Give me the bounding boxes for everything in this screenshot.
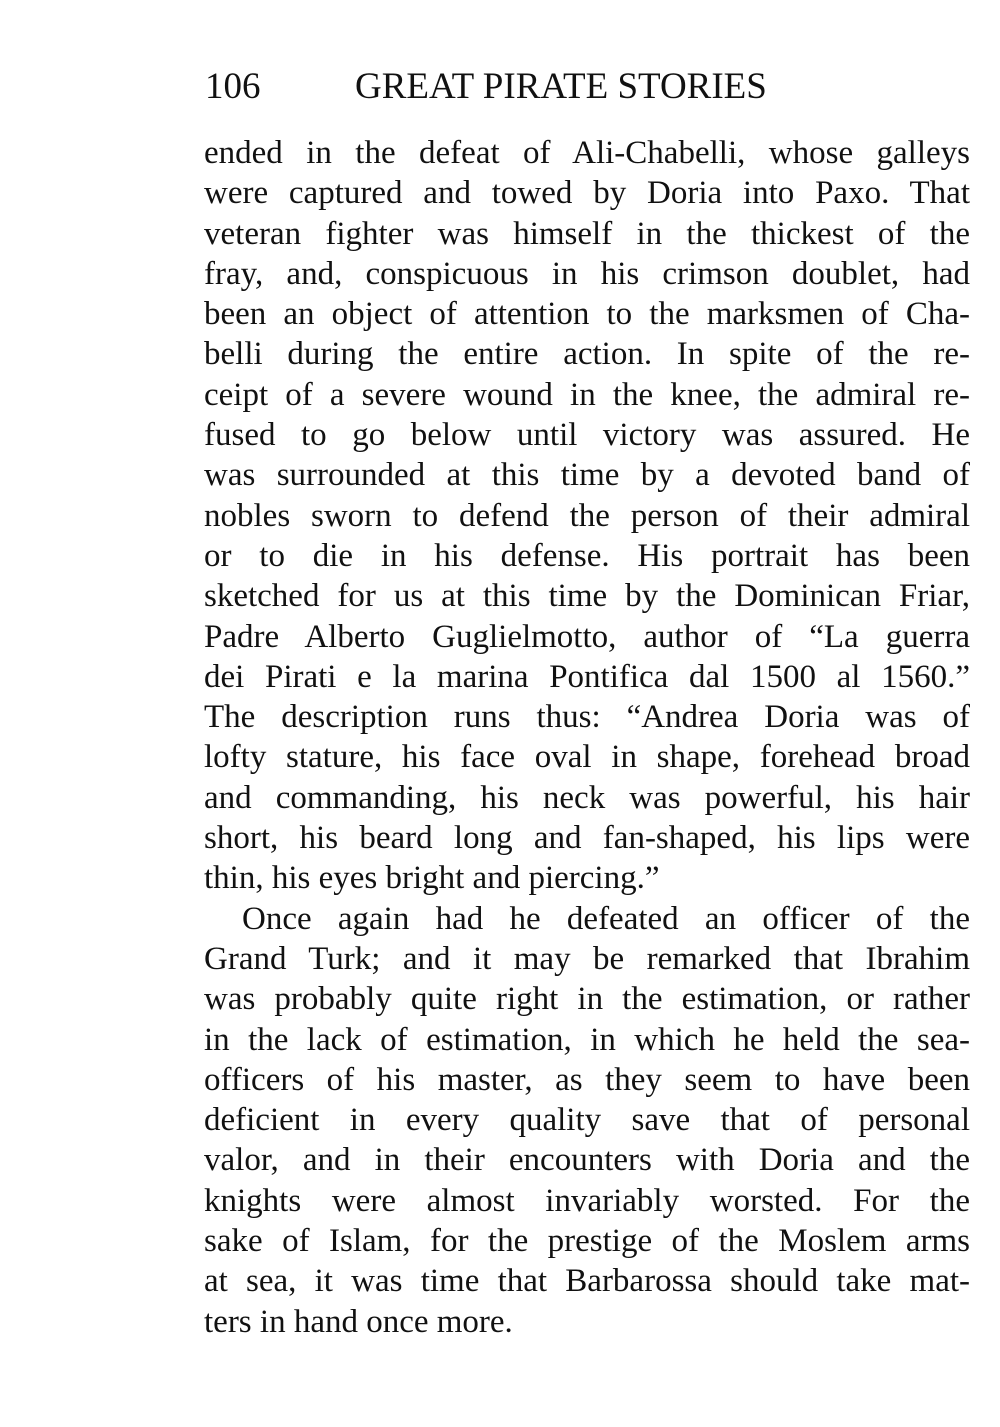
text-line: was probably quite right in the estimation, or rather bbox=[204, 981, 970, 1018]
paragraph-1 bbox=[204, 133, 970, 899]
paragraph-2 bbox=[204, 899, 970, 1342]
text-line: fray, and, conspicuous in his crimson doublet, had bbox=[204, 255, 970, 292]
text-line: ters in hand once more. bbox=[204, 1303, 513, 1340]
text-line: at sea, it was time that Barbarossa should take mat- bbox=[204, 1263, 970, 1300]
text-line: and commanding, his neck was powerful, his hair bbox=[204, 779, 970, 816]
text-line: or to die in his defense. His portrait has been bbox=[204, 537, 970, 574]
text-line: was surrounded at this time by a devoted band of bbox=[204, 457, 970, 494]
text-line: deficient in every quality save that of personal bbox=[204, 1102, 970, 1139]
text-line: sake of Islam, for the prestige of the Moslem arms bbox=[204, 1223, 970, 1260]
text-line: valor, and in their encounters with Doria and the bbox=[204, 1142, 970, 1179]
text-line: ended in the defeat of Ali-Chabelli, whose galleys bbox=[204, 135, 970, 171]
text-line: Padre Alberto Guglielmotto, author of “La guerra bbox=[204, 618, 970, 655]
text-line: belli during the entire action. In spite of the re- bbox=[204, 336, 970, 373]
page-header bbox=[205, 62, 825, 112]
running-title: GREAT PIRATE STORIES bbox=[355, 66, 767, 107]
text-line: short, his beard long and fan-shaped, his lips were bbox=[204, 820, 970, 857]
text-line: knights were almost invariably worsted. For the bbox=[204, 1182, 970, 1219]
text-line: sketched for us at this time by the Dominican Friar, bbox=[204, 578, 970, 615]
text-line: officers of his master, as they seem to have been bbox=[204, 1061, 970, 1098]
text-line: Grand Turk; and it may be remarked that Ibrahim bbox=[204, 940, 970, 977]
text-line: dei Pirati e la marina Pontifica dal 1500 al 1560.” bbox=[204, 658, 970, 695]
text-line: been an object of attention to the marksmen of Cha- bbox=[204, 296, 970, 333]
body-text bbox=[204, 133, 970, 1342]
text-line: fused to go below until victory was assured. He bbox=[204, 417, 970, 454]
text-line: veteran fighter was himself in the thickest of the bbox=[204, 215, 970, 252]
text-line: lofty stature, his face oval in shape, forehead broad bbox=[204, 739, 970, 776]
text-line: Once again had he defeated an officer of the bbox=[242, 900, 970, 937]
text-line: were captured and towed by Doria into Paxo. That bbox=[204, 175, 970, 212]
text-line: The description runs thus: “Andrea Doria was of bbox=[204, 699, 970, 736]
text-line: thin, his eyes bright and piercing.” bbox=[204, 860, 660, 897]
text-line: nobles sworn to defend the person of their admiral bbox=[204, 497, 970, 534]
page-number: 106 bbox=[205, 66, 261, 107]
text-line: in the lack of estimation, in which he held the sea- bbox=[204, 1021, 970, 1058]
text-line: ceipt of a severe wound in the knee, the admiral re- bbox=[204, 376, 970, 413]
